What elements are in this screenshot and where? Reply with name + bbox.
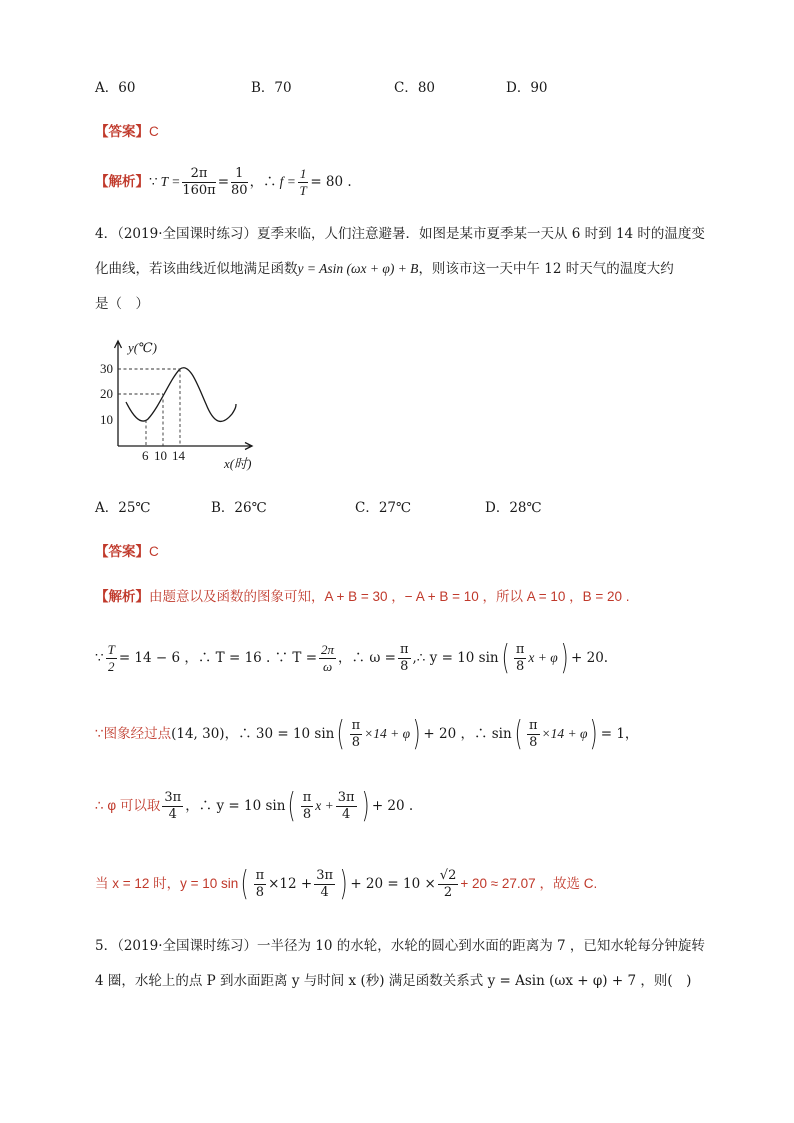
function-formula: y = Asin (ωx + φ) + B	[297, 261, 419, 276]
q4-answer	[95, 542, 159, 562]
y-tick-20: 20	[100, 386, 113, 401]
y-tick-30: 30	[100, 361, 113, 376]
y-axis-label: y(℃)	[128, 340, 157, 355]
x-tick-10: 10	[154, 448, 167, 463]
fraction: $\frac{2\pi}{160\pi}$	[182, 165, 216, 198]
y-tick-10: 10	[100, 412, 113, 427]
q3-answer	[95, 122, 159, 142]
explain-tag: 【解析】	[95, 589, 149, 604]
answer-tag: 【答案】	[95, 544, 149, 559]
q4-explanation-line2: ∵ $\frac{T}{2}$ = 14 − 6 ，∴ T = 16 . ∵ T = $\frac{2\pi}{\omega}$ ，∴ ω = $\frac{\pi}{8}$ ,∴ y = 10 sin ( $\frac{\pi}{8}$ x + φ ) + 20.	[95, 638, 609, 678]
equals: =	[217, 174, 230, 190]
q3-option-d: D．90	[506, 80, 548, 96]
because-symbol: ∵	[149, 174, 158, 190]
q4-stem-line1: 4．（2019·全国课时练习）夏季来临，人们注意避暑．如图是某市夏季某一天从 6 时到 14 时的温度变	[95, 226, 705, 242]
q3-explanation	[95, 160, 352, 204]
explain-tag: 【解析】	[95, 174, 149, 189]
t-equals: T =	[160, 174, 181, 189]
q3-option-b: B．70	[251, 80, 292, 96]
answer-tag: 【答案】	[95, 124, 149, 139]
q3-option-c: C．80	[394, 80, 436, 96]
q4-option-b: B．26℃	[211, 500, 267, 516]
q5-stem-line1: 5．（2019·全国课时练习）一半径为 10 的水轮，水轮的圆心到水面的距离为 7 ，已知水轮每分钟旋转	[95, 938, 705, 954]
answer-value: C	[149, 544, 159, 559]
q4-explanation-line3: ∵图象经过点 (14, 30) ，∴ 30 = 10 sin ( $\frac{\pi}{8}$ ×14 + φ ) + 20 ，∴ sin ( $\frac{\pi}{8}$ ×14 + φ ) = 1，	[95, 714, 639, 754]
q4-stem-line3: 是（ ）	[95, 296, 149, 312]
q4-stem-line2: 化曲线，若该曲线近似地满足函数y = Asin (ωx + φ) + B，则该市这一天中午 12 时天气的温度大约	[95, 261, 674, 277]
x-tick-14: 14	[172, 448, 185, 463]
result: = 80 .	[310, 174, 352, 190]
fraction: $\frac{1}{T}$	[299, 165, 307, 198]
f-equals: f =	[279, 174, 296, 189]
x-tick-6: 6	[142, 448, 149, 463]
q4-option-a: A．25℃	[95, 500, 151, 516]
q4-option-d: D．28℃	[485, 500, 542, 516]
fraction: $\frac{1}{80}$	[231, 165, 248, 198]
q4-explanation-line4: ∴ φ 可以取 $\frac{3\pi}{4}$ ，∴ y = 10 sin ( $\frac{\pi}{8}$ x + $\frac{3\pi}{4}$ ) + 20 .	[95, 786, 414, 826]
q5-stem-line2: 4 圈，水轮上的点 P 到水面距离 y 与时间 x (秒) 满足函数关系式 y = Asin (ωx + φ) + 7 ，则( )	[95, 973, 692, 989]
answer-value: C	[149, 124, 159, 139]
x-axis-label: x(时)	[224, 456, 252, 471]
q3-option-a: A．60	[95, 80, 136, 96]
temperature-graph	[90, 334, 270, 476]
temperature-curve	[126, 368, 236, 422]
q4-explanation-line5: 当 x = 12 时，y = 10 sin ( $\frac{\pi}{8}$ ×12 + $\frac{3\pi}{4}$ ) + 20 = 10 × $\frac{√2}{2}$ + 20 ≈ 27.07 ，故选 C.	[95, 864, 598, 904]
q4-option-c: C．27℃	[355, 500, 412, 516]
therefore-symbol: ，∴	[249, 174, 277, 190]
q4-explanation-line1: 【解析】由题意以及函数的图象可知，A + B = 30 ，− A + B = 10 ，所以 A = 10 ，B = 20 .	[95, 589, 630, 604]
